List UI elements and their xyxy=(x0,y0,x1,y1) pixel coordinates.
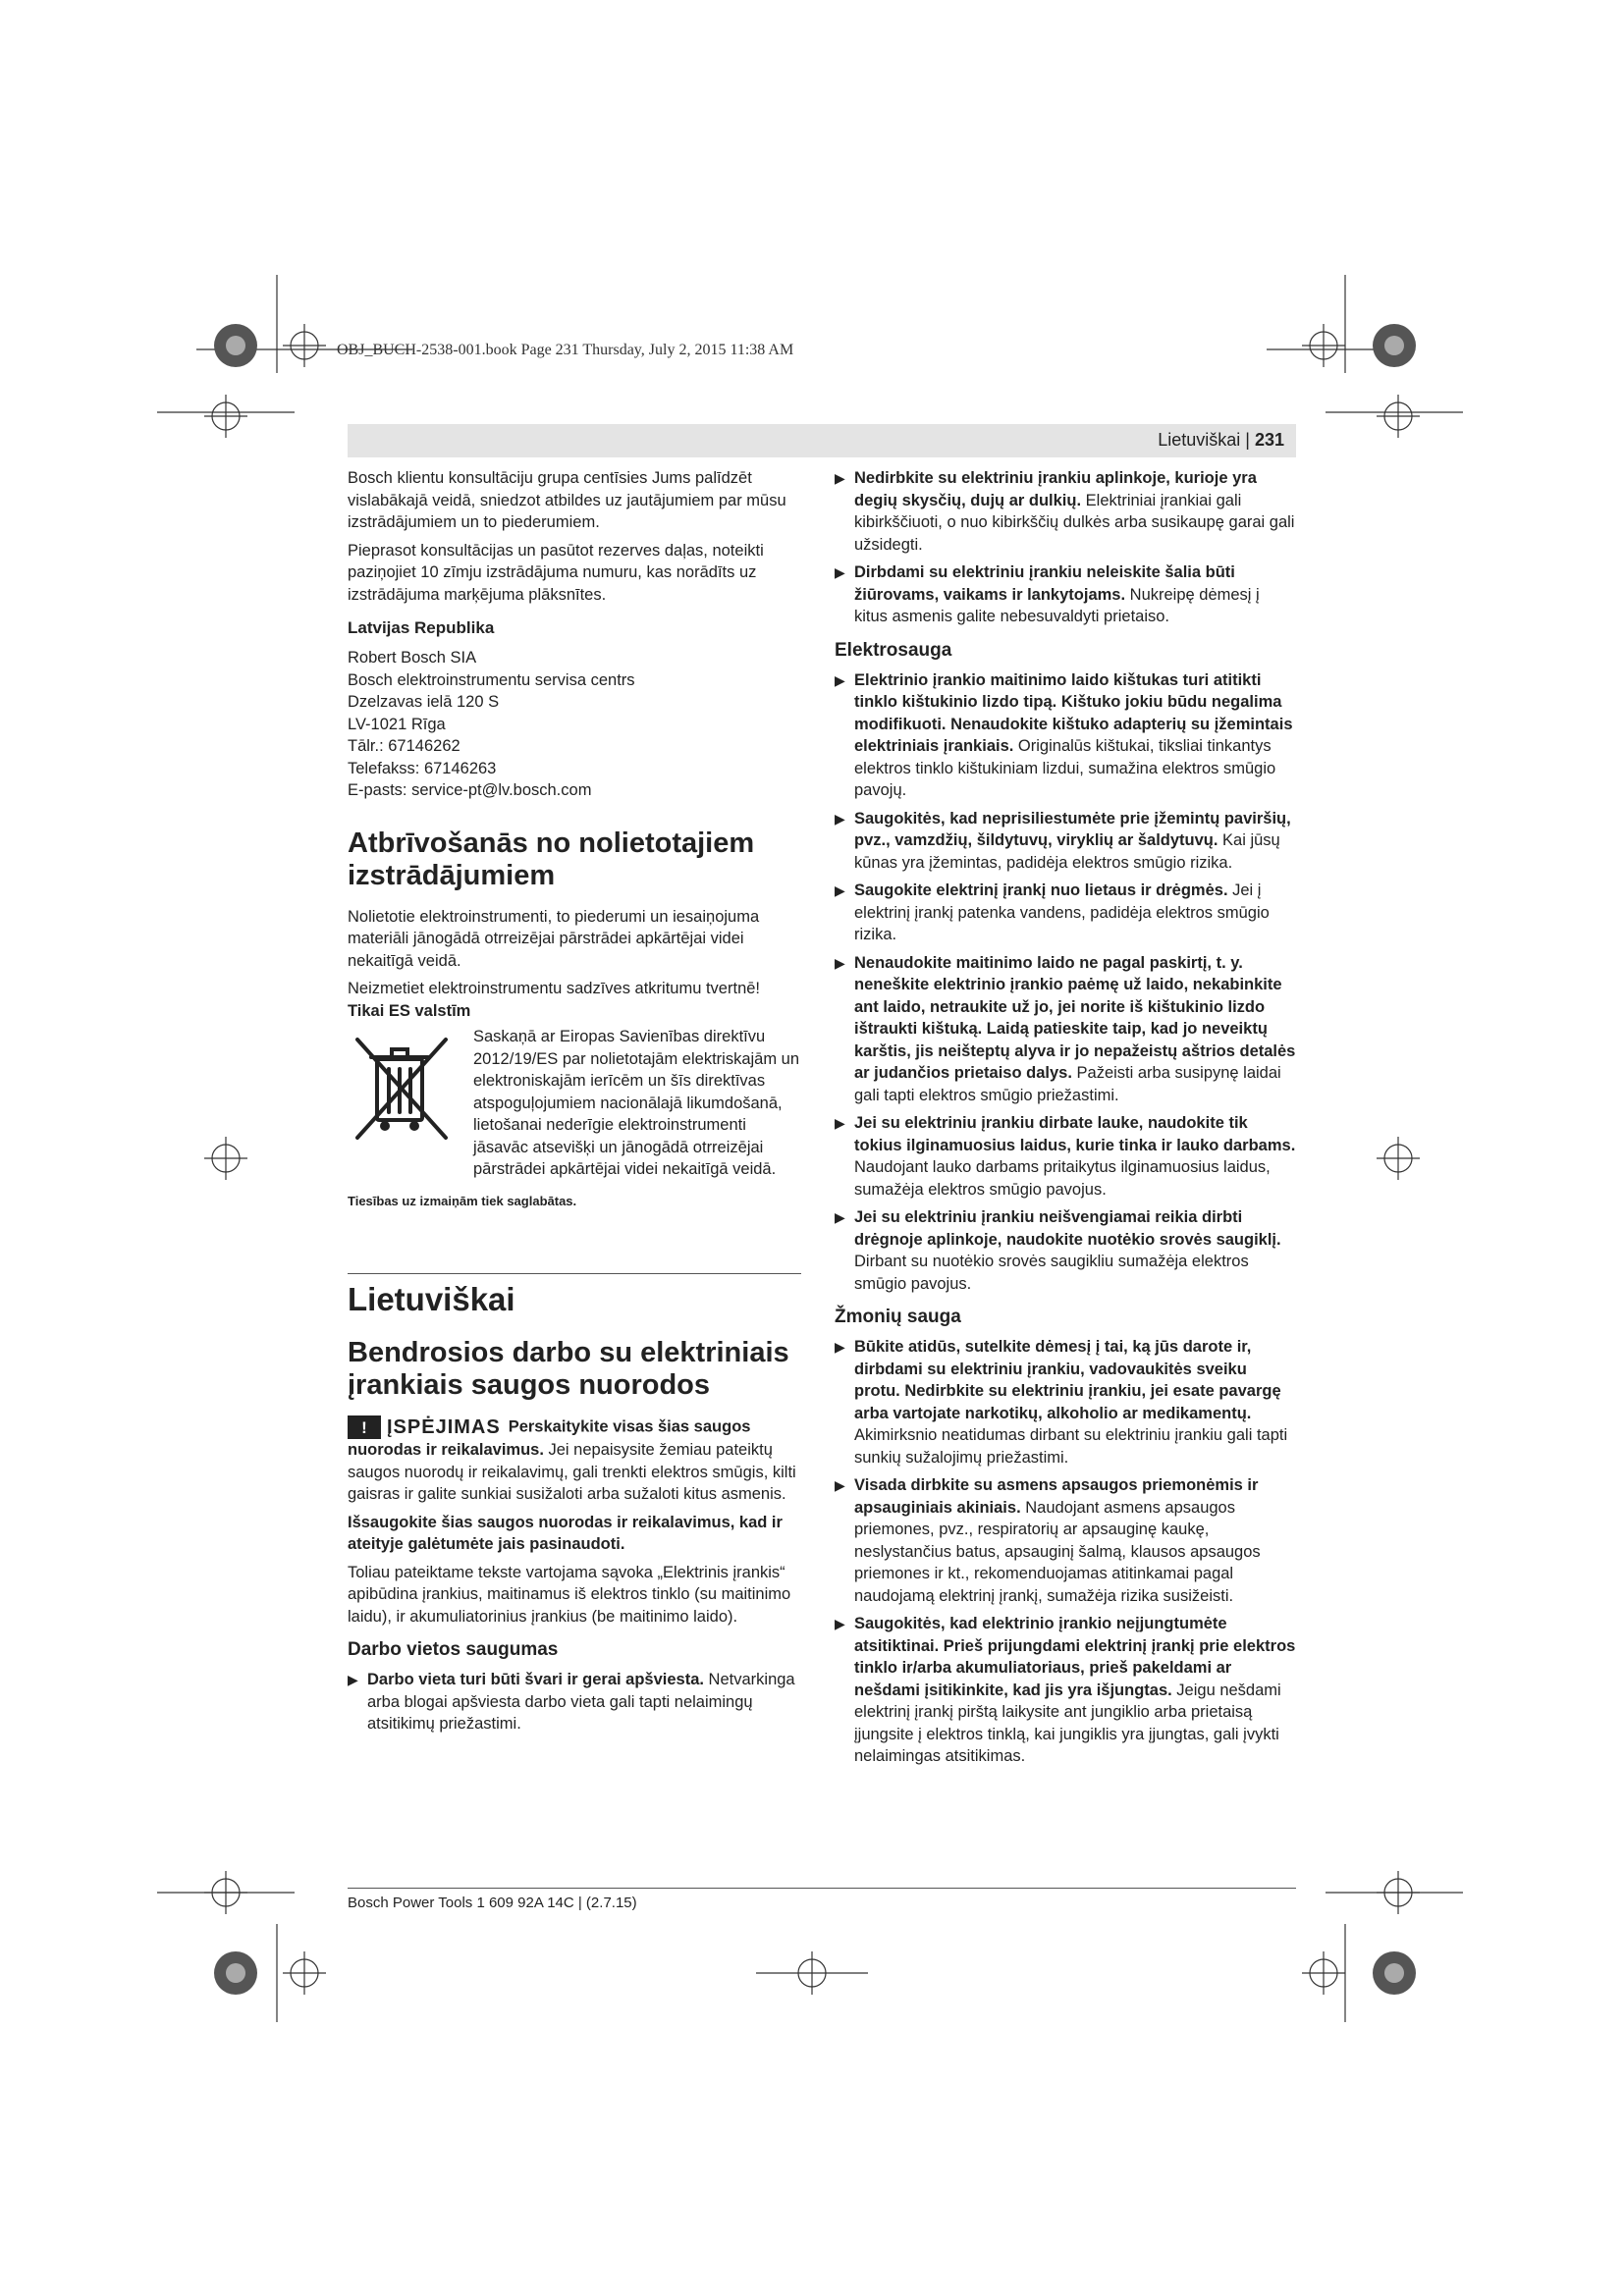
paragraph: Nolietotie elektroinstrumenti, to piederumi un iesaiņojuma materiāli jānogādā otrreizējai pārstrādei apkārtējai videi nekaitīgā veidā. xyxy=(348,907,760,970)
bullet-text: Pažeisti arba susipynę laidai gali tapti elektros smūgio priežastimi. xyxy=(854,1064,1281,1104)
bullet-item xyxy=(835,808,1296,875)
bullet-arrow-icon: ▶ xyxy=(348,1672,358,1687)
bullet-bold: Saugokite elektrinį įrankį nuo lietaus ir drėgmės. xyxy=(854,881,1228,899)
address-line: Tālr.: 67146262 xyxy=(348,737,460,755)
running-header xyxy=(1158,430,1284,451)
keep-instructions: Išsaugokite šias saugos nuorodas ir reikalavimus, kad ir ateityje galėtumėte jais pasinaudoti. xyxy=(348,1513,783,1553)
bullet-bold: Nenaudokite maitinimo laido ne pagal paskirtį, t. y. neneškite elektrinio įrankio paėmę už laido, nekabinkite ant laido, netraukite už jo, jei norite iš kištukinio lizdo ištraukti kištuką. Laidą patieskite taip, kad jo neveiktų karštis, jis neišteptų alyva ir jo nepažeistų aštrios detalės ar judančios prietaiso dalys. xyxy=(854,953,1296,1082)
bullet-item xyxy=(835,880,1296,946)
bullet-text: Originalūs kištukai, tiksliai tinkantys elektros tinklo kištukiniam lizdui, sumažina elektros smūgio pavojų. xyxy=(854,737,1276,799)
rights-notice: Tiesības uz izmaiņām tiek saglabātas. xyxy=(348,1193,577,1208)
bullet-text: Nukreipę dėmesį į kitus asmenis galite nebesuvaldyti prietaiso. xyxy=(854,585,1260,625)
section-title-disposal: Atbrīvošanās no nolietotajiem izstrādājumiem xyxy=(348,827,755,891)
section-title-general: Bendrosios darbo su elektriniais įrankiais saugos nuorodos xyxy=(348,1337,789,1401)
bullet-item xyxy=(835,952,1296,1107)
left-column xyxy=(348,467,801,1741)
warning-bold: Perskaitykite visas šias saugos nuorodas ir reikalavimus. xyxy=(348,1417,751,1459)
warning-text: Jei nepaisysite žemiau pateiktų saugos nuorodų ir reikalavimų, gali trenkti elektros smūgis, kilti gaisras ir galite sunkiai susižaloti arba sužaloti kitus asmenis. xyxy=(348,1441,796,1503)
bullet-item xyxy=(835,1112,1296,1201)
bullet-bold: Saugokitės, kad elektrinio įrankio neįjungtumėte atsitiktinai. Prieš prijungdami elektrinį įrankį prie elektros tinklo ir/arba akumuliatoriaus, prieš pakeldami ar nešdami įsitikinkite, kad jis yra išjungtas. xyxy=(854,1615,1296,1699)
bullet-text: Elektriniai įrankiai gali kibirkščiuoti, o nuo kibirkščių dulkės arba susikaupę garai gali užsidegti. xyxy=(854,491,1295,554)
address-line: E-pasts: service-pt@lv.bosch.com xyxy=(348,781,592,799)
bullet-bold: Saugokitės, kad neprisiliestumėte prie įžemintų paviršių, pvz., vamzdžių, šildytuvų, viryklių ar šaldytuvų. xyxy=(854,809,1291,849)
country-heading: Latvijas Republika xyxy=(348,618,495,637)
subsection-title-workplace: Darbo vietos saugumas xyxy=(348,1639,559,1660)
file-slug: OBJ_BUCH-2538-001.book Page 231 Thursday, July 2, 2015 11:38 AM xyxy=(337,342,794,358)
bullet-arrow-icon: ▶ xyxy=(835,564,845,580)
bullet-arrow-icon: ▶ xyxy=(835,882,845,898)
paragraph: Neizmetiet elektroinstrumentu sadzīves atkritumu tvertnē! xyxy=(348,980,761,997)
bullet-bold: Darbo vieta turi būti švari ir gerai apšviesta. xyxy=(367,1671,704,1688)
warning-word: ĮSPĖJIMAS xyxy=(387,1415,501,1438)
page-header-bar xyxy=(348,424,1296,457)
bullet-arrow-icon: ▶ xyxy=(835,1616,845,1631)
address-line: Telefakss: 67146263 xyxy=(348,759,497,777)
bullet-bold: Nedirbkite su elektriniu įrankiu aplinkoje, kurioje yra degių skysčių, dujų ar dulkių. xyxy=(854,469,1257,509)
bullet-arrow-icon: ▶ xyxy=(835,671,845,688)
bullet-item xyxy=(835,669,1296,802)
bullet-bold: Visada dirbkite su asmens apsaugos priemonėmis ir apsauginiais akiniais. xyxy=(854,1476,1259,1517)
divider xyxy=(348,1273,801,1274)
bullet-arrow-icon: ▶ xyxy=(835,954,845,971)
bullet-arrow-icon: ▶ xyxy=(835,1209,845,1225)
bullet-arrow-icon: ▶ xyxy=(835,810,845,827)
bullet-text: Dirbant su nuotėkio srovės saugikliu sumažėja elektros smūgio pavojus. xyxy=(854,1253,1249,1293)
paragraph: Pieprasot konsultācijas un pasūtot rezerves daļas, noteikti paziņojiet 10 zīmju izstrādājuma numuru, kas norādīts uz izstrādājuma marķējuma plāksnītes. xyxy=(348,541,764,604)
warning-label xyxy=(348,1415,501,1439)
address-block xyxy=(348,647,801,802)
bullet-bold: Dirbdami su elektriniu įrankiu neleiskite šalia būti žiūrovams, vaikams ir lankytojams. xyxy=(854,563,1235,604)
bullet-arrow-icon: ▶ xyxy=(835,1339,845,1355)
address-line: Bosch elektroinstrumentu servisa centrs xyxy=(348,670,635,689)
bullet-text: Kai jūsų kūnas yra įžemintas, padidėja elektros smūgio rizika. xyxy=(854,831,1280,872)
address-line: Dzelzavas ielā 120 S xyxy=(348,693,500,711)
page-number: 231 xyxy=(1254,430,1284,450)
bullet-item xyxy=(348,1669,801,1735)
bullet-text: Jeigu nešdami elektrinį įrankį pirštą laikysite ant jungiklio arba prietaisą įjungsite į elektros tinklą, kai jungiklis yra įjungtas, gali įvykti nelaimingas atsitikimas. xyxy=(854,1681,1281,1765)
bullet-arrow-icon: ▶ xyxy=(835,1115,845,1131)
paragraph: Toliau pateiktame tekste vartojama sąvoka „Elektrinis įrankis“ apibūdina įrankius, maitinamus iš elektros tinklo (su maitinimo laidu), ir akumuliatorinius įrankius (be maitinimo laido). xyxy=(348,1563,791,1626)
warning-icon: ! xyxy=(348,1415,381,1439)
bullet-item xyxy=(835,1336,1296,1468)
bullet-bold: Jei su elektriniu įrankiu dirbate lauke, naudokite tik tokius ilginamuosius laidus, kurie tinka ir lauko darbams. xyxy=(854,1114,1296,1154)
bullet-arrow-icon: ▶ xyxy=(835,1477,845,1493)
language-title: Lietuviškai xyxy=(348,1281,515,1317)
subsection-title-people: Žmonių sauga xyxy=(835,1307,961,1327)
bullet-text: Jei į elektrinį įrankį patenka vandens, padidėja elektros smūgio rizika. xyxy=(854,881,1270,943)
bullet-item xyxy=(835,467,1296,556)
bullet-text: Akimirksnio neatidumas dirbant su elektriniu įrankiu gali tapti sunkių sužalojimų priežastimi. xyxy=(854,1426,1288,1467)
bullet-item xyxy=(835,561,1296,628)
bullet-arrow-icon: ▶ xyxy=(835,470,845,486)
right-column xyxy=(835,467,1296,1774)
bullet-item xyxy=(835,1474,1296,1607)
paragraph: Bosch klientu konsultāciju grupa centīsies Jums palīdzēt vislabākajā veidā, sniedzot atbildes uz jautājumiem par mūsu izstrādājumiem un to piederumiem. xyxy=(348,469,786,531)
bullet-bold: Būkite atidūs, sutelkite dėmesį į tai, ką jūs darote ir, dirbdami su elektriniu įrankiu, vadovaukitės sveiku protu. Nedirbkite su elektriniu įrankiu, jei esate pavargę arba vartojate narkotikų, alkoholio ar medikamentų. xyxy=(854,1338,1281,1422)
bullet-bold: Elektrinio įrankio maitinimo laido kištukas turi atitikti tinklo kištukinio lizdo tipą. Kištuko jokiu būdu negalima modifikuoti. Nenaudokite kištuko adapterių su įžemintais elektriniais įrankiais. xyxy=(854,670,1293,755)
weee-block xyxy=(348,1026,801,1181)
warning-paragraph xyxy=(348,1415,801,1506)
eu-directive-text: Saskaņā ar Eiropas Savienības direktīvu 2012/19/ES par nolietotajām elektriskajām un elektroniskajām ierīcēm un šīs direktīvas atspoguļojumiem nacionālajā likumdošanā, lietošanai nederīgie elektroinstrumenti jāsavāc atsevišķi un jānogādā otrreizējai pārstrādei apkārtējai videi nekaitīgā veidā. xyxy=(473,1028,800,1178)
bullet-text: Naudojant asmens apsaugos priemones, pvz., respiratorių ar apsauginę kaukę, neslystančius batus, apsauginį šalmą, klausos apsaugos priemones ir kt., rekomenduojamas atitinkamai pagal naudojamą elektrinį įrankį, sumažėja rizika susižeisti. xyxy=(854,1498,1261,1605)
subsection-title-electrical: Elektrosauga xyxy=(835,639,952,661)
bullet-text: Naudojant lauko darbams pritaikytus ilginamuosius laidus, sumažėja elektros smūgio pavojus. xyxy=(854,1158,1271,1199)
crossed-bin-icon xyxy=(348,1030,456,1148)
bullet-item xyxy=(835,1613,1296,1768)
header-label: Lietuviškai | xyxy=(1158,430,1255,450)
bullet-item xyxy=(835,1206,1296,1295)
bullet-text: Netvarkinga arba blogai apšviesta darbo vieta gali tapti nelaimingų atsitikimų priežastimi. xyxy=(367,1671,795,1733)
address-line: Robert Bosch SIA xyxy=(348,649,477,667)
address-line: LV-1021 Rīga xyxy=(348,715,446,733)
page-footer xyxy=(348,1888,1296,1911)
footer-text: Bosch Power Tools 1 609 92A 14C | (2.7.15) xyxy=(348,1895,637,1911)
eu-heading: Tikai ES valstīm xyxy=(348,1001,471,1020)
bullet-bold: Jei su elektriniu įrankiu neišvengiamai reikia dirbti drėgnoje aplinkoje, naudokite nuotėkio srovės saugiklį. xyxy=(854,1208,1281,1249)
